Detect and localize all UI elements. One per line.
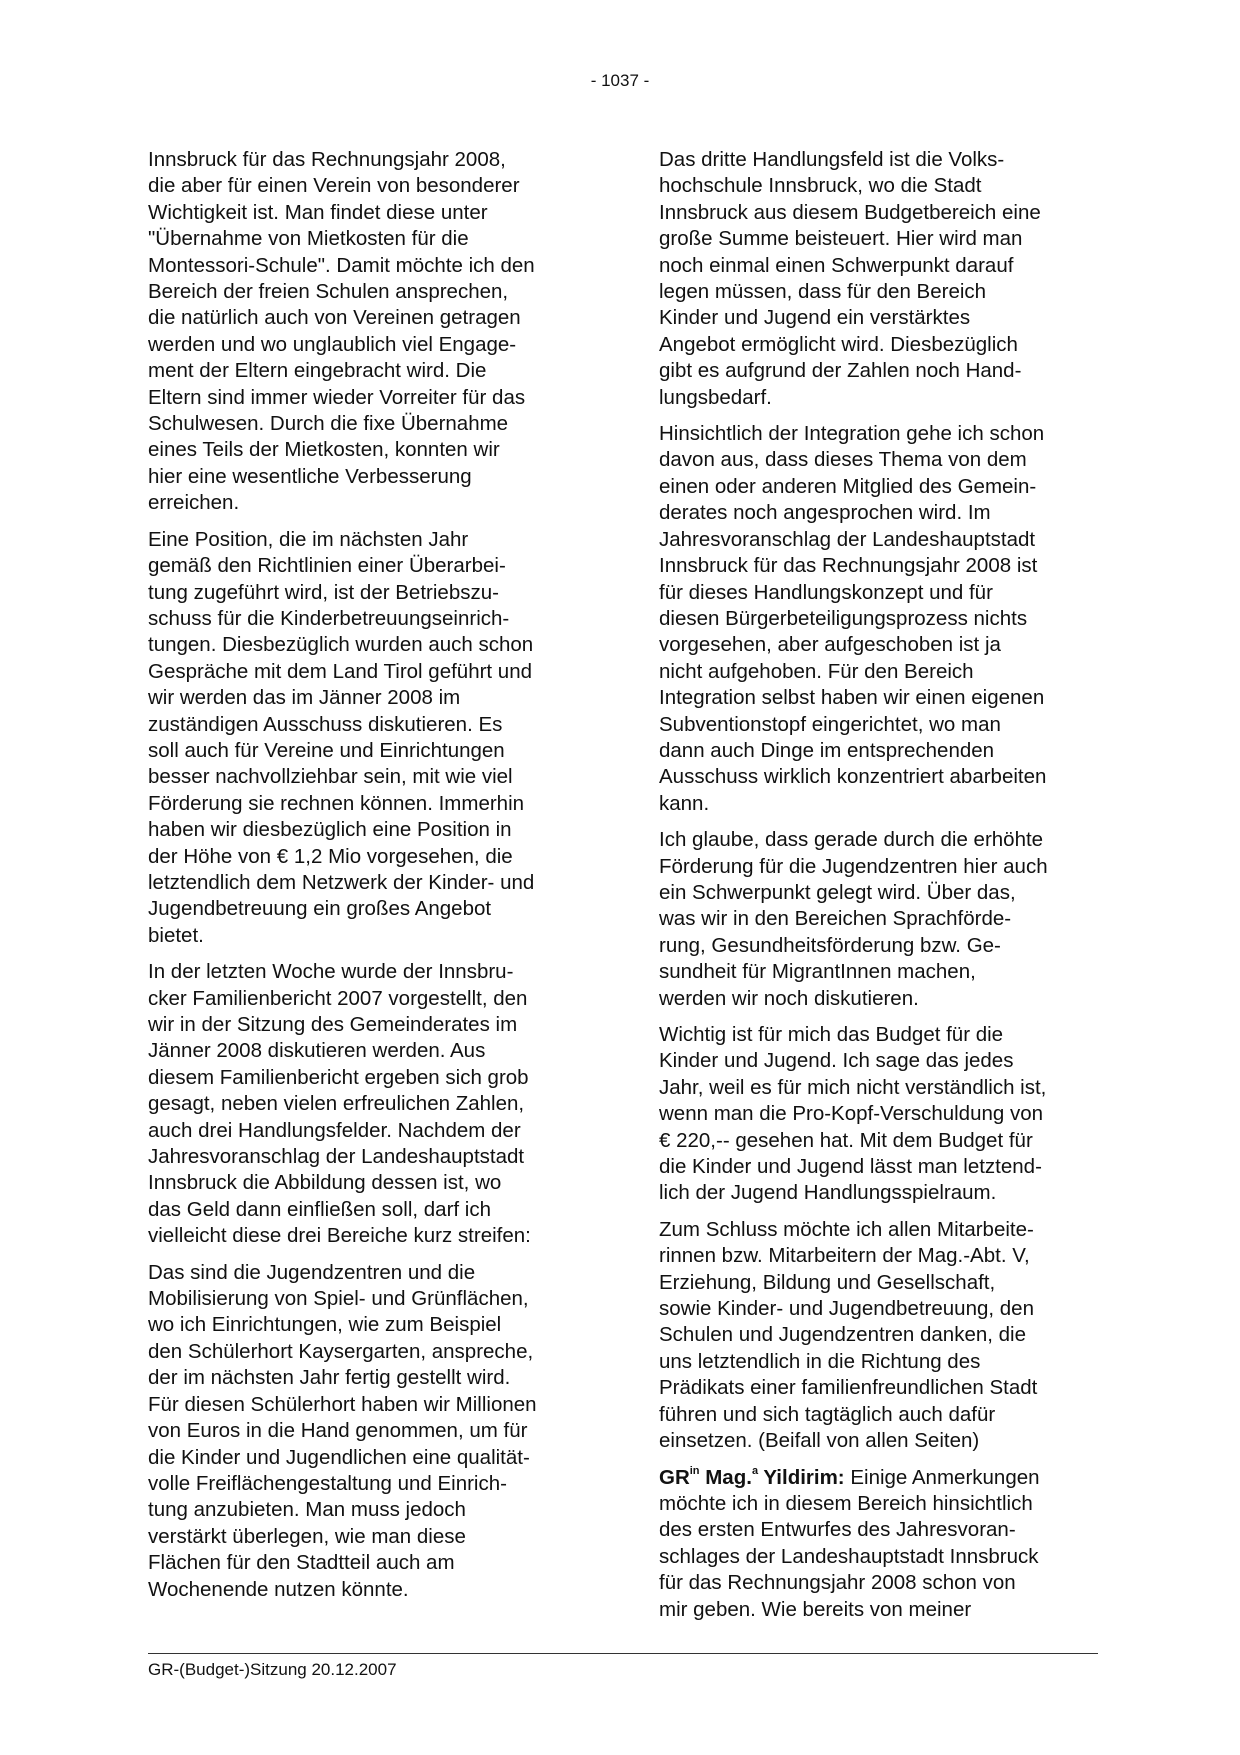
text-line: mir geben. Wie bereits von meiner [659, 1597, 972, 1621]
text-line: der im nächsten Jahr fertig gestellt wird. [148, 1366, 511, 1390]
text-line: schuss für die Kinderbetreuungseinrich- [148, 606, 510, 630]
text-line: Förderung sie rechnen können. Immerhin [148, 791, 525, 815]
text-line: ein Schwerpunkt gelegt wird. Über das, [659, 880, 1016, 904]
text-line: Integration selbst haben wir einen eigenen [659, 686, 1045, 710]
speech-first-text: Einige Anmerkungen [844, 1465, 1040, 1489]
text-line: Wichtig ist für mich das Budget für die [659, 1023, 1004, 1046]
text-line: Wochenende nutzen könnte. [148, 1577, 409, 1601]
text-line: das Geld dann einfließen soll, darf ich [148, 1197, 492, 1221]
text-line: der Höhe von € 1,2 Mio vorgesehen, die [148, 844, 513, 868]
paragraph [148, 1260, 588, 1603]
text-line: von Euros in die Hand genommen, um für [148, 1419, 528, 1443]
paragraph [659, 1217, 1099, 1455]
text-line: Kinder und Jugend. Ich sage das jedes [659, 1049, 1014, 1073]
text-line: Innsbruck aus diesem Budgetbereich eine [659, 200, 1041, 224]
text-line: Eine Position, die im nächsten Jahr [148, 527, 469, 551]
text-line: Zum Schluss möchte ich allen Mitarbeite- [659, 1217, 1034, 1241]
speaker-name: Yildirim: [758, 1465, 845, 1489]
text-line: noch einmal einen Schwerpunkt darauf [659, 253, 1014, 277]
text-line: Prädikats einer familienfreundlichen Stadt [659, 1376, 1038, 1400]
speaker-label [659, 1466, 845, 1489]
text-line: Subventionstopf eingerichtet, wo man [659, 712, 1001, 736]
speaker-mag: Mag. [699, 1465, 752, 1489]
paragraph [148, 147, 588, 517]
text-line: vorgesehen, aber aufgeschoben ist ja [659, 633, 1001, 657]
paragraph [148, 959, 588, 1249]
text-line: verstärkt überlegen, wie man diese [148, 1524, 466, 1548]
speech-first-line [659, 1465, 1099, 1491]
text-line: hier eine wesentliche Verbesserung [148, 464, 472, 488]
left-column [148, 147, 588, 1613]
text-line: Jänner 2008 diskutieren werden. Aus [148, 1039, 486, 1063]
text-line: Innsbruck die Abbildung dessen ist, wo [148, 1171, 502, 1195]
right-column [659, 147, 1099, 1633]
text-line: Förderung für die Jugendzentren hier auch [659, 854, 1048, 878]
text-line: gesagt, neben vielen erfreulichen Zahlen, [148, 1092, 525, 1116]
right-column-paragraphs [659, 147, 1099, 1455]
text-line: dann auch Dinge im entsprechenden [659, 738, 995, 762]
text-line: große Summe beisteuert. Hier wird man [659, 227, 1023, 251]
text-line: des ersten Entwurfes des Jahresvoran- [659, 1518, 1016, 1542]
text-line: Kinder und Jugend ein verstärktes [659, 306, 971, 330]
footer-divider [148, 1653, 1098, 1654]
paragraph [659, 827, 1099, 1012]
paragraph [659, 421, 1099, 817]
paragraph [148, 527, 588, 950]
text-line: tungen. Diesbezüglich wurden auch schon [148, 633, 534, 657]
text-line: lich der Jugend Handlungsspielraum. [659, 1181, 997, 1205]
text-line: führen und sich tagtäglich auch dafür [659, 1402, 996, 1426]
text-line: einen oder anderen Mitglied des Gemein- [659, 474, 1037, 498]
speaker-mag-sup: a [751, 1464, 759, 1477]
text-line: kann. [659, 791, 710, 815]
paragraph [659, 1022, 1099, 1207]
text-line: gibt es aufgrund der Zahlen noch Hand- [659, 359, 1022, 383]
text-line: "Übernahme von Mietkosten für die [148, 227, 469, 251]
text-line: Eltern sind immer wieder Vorreiter für das [148, 385, 526, 409]
text-line: für dieses Handlungskonzept und für [659, 580, 993, 604]
text-line: sundheit für MigrantInnen machen, [659, 960, 976, 984]
text-line: bietet. [148, 923, 204, 947]
text-line: Erziehung, Bildung und Gesellschaft, [659, 1270, 996, 1294]
text-line: zuständigen Ausschuss diskutieren. Es [148, 712, 503, 736]
text-line: Das sind die Jugendzentren und die [148, 1260, 476, 1284]
text-line: hochschule Innsbruck, wo die Stadt [659, 174, 982, 198]
text-line: Bereich der freien Schulen ansprechen, [148, 280, 509, 304]
text-line: wenn man die Pro-Kopf-Verschuldung von [659, 1102, 1044, 1126]
text-line: Ich glaube, dass gerade durch die erhöhte [659, 828, 1044, 852]
speech-paragraph [659, 1465, 1099, 1623]
text-line: Schulen und Jugendzentren danken, die [659, 1323, 1027, 1347]
text-line: Für diesen Schülerhort haben wir Millionen [148, 1392, 537, 1416]
text-line: rinnen bzw. Mitarbeitern der Mag.-Abt. V, [659, 1244, 1030, 1268]
speaker-gr: GR [659, 1465, 690, 1489]
text-line: davon aus, dass dieses Thema von dem [659, 448, 1027, 472]
paragraph [659, 147, 1099, 411]
text-line: Jahresvoranschlag der Landeshauptstadt [659, 527, 1036, 551]
text-line: Wichtigkeit ist. Man findet diese unter [148, 200, 488, 224]
page-number: - 1037 - [590, 71, 650, 90]
text-line: eines Teils der Mietkosten, konnten wir [148, 438, 500, 462]
text-line: den Schülerhort Kaysergarten, anspreche, [148, 1339, 534, 1363]
text-line: Jahr, weil es für mich nicht verständlich ist, [659, 1075, 1047, 1099]
text-line: die natürlich auch von Vereinen getragen [148, 306, 521, 330]
text-line: tung anzubieten. Man muss jedoch [148, 1498, 466, 1522]
text-line: nicht aufgehoben. Für den Bereich [659, 659, 974, 683]
text-line: für das Rechnungsjahr 2008 schon von [659, 1571, 1016, 1595]
text-line: einsetzen. (Beifall von allen Seiten) [659, 1429, 980, 1453]
text-line: derates noch angesprochen wird. Im [659, 501, 991, 525]
text-line: Das dritte Handlungsfeld ist die Volks- [659, 148, 1005, 171]
text-line: die aber für einen Verein von besonderer [148, 174, 520, 198]
text-line: tung zugeführt wird, ist der Betriebszu- [148, 580, 499, 604]
text-line: Innsbruck für das Rechnungsjahr 2008 ist [659, 554, 1038, 578]
text-line: was wir in den Bereichen Sprachförde- [659, 907, 1012, 931]
text-line: legen müssen, dass für den Bereich [659, 280, 987, 304]
text-line: ment der Eltern eingebracht wird. Die [148, 359, 487, 383]
text-line: letztendlich dem Netzwerk der Kinder- und [148, 870, 535, 894]
text-line: lungsbedarf. [659, 385, 772, 409]
text-line: Innsbruck für das Rechnungsjahr 2008, [148, 148, 506, 171]
text-line: besser nachvollziehbar sein, mit wie viel [148, 765, 513, 789]
text-line: volle Freiflächengestaltung und Einrich- [148, 1471, 507, 1495]
text-line: erreichen. [148, 491, 240, 515]
text-line: wo ich Einrichtungen, wie zum Beispiel [148, 1313, 502, 1337]
text-line: € 220,-- gesehen hat. Mit dem Budget für [659, 1128, 1033, 1152]
text-line: sowie Kinder- und Jugendbetreuung, den [659, 1297, 1034, 1321]
text-line: Flächen für den Stadtteil auch am [148, 1551, 455, 1575]
text-line: haben wir diesbezüglich eine Position in [148, 818, 512, 842]
text-line: die Kinder und Jugendlichen eine qualität- [148, 1445, 530, 1469]
text-line: uns letztendlich in die Richtung des [659, 1349, 981, 1373]
text-line: cker Familienbericht 2007 vorgestellt, den [148, 986, 528, 1010]
text-line: Hinsichtlich der Integration gehe ich schon [659, 422, 1045, 446]
text-line: wir in der Sitzung des Gemeinderates im [148, 1013, 518, 1036]
text-line: Ausschuss wirklich konzentriert abarbeiten [659, 765, 1047, 789]
text-line: auch drei Handlungsfelder. Nachdem der [148, 1118, 521, 1142]
text-line: Mobilisierung von Spiel- und Grünflächen, [148, 1287, 529, 1311]
text-line: gemäß den Richtlinien einer Überarbei- [148, 554, 506, 578]
text-line: Schulwesen. Durch die fixe Übernahme [148, 412, 509, 436]
text-line: wir werden das im Jänner 2008 im [148, 686, 461, 710]
text-line: schlages der Landeshauptstadt Innsbruck [659, 1544, 1039, 1568]
text-line: möchte ich in diesem Bereich hinsichtlich [659, 1491, 1033, 1515]
text-line: Jugendbetreuung ein großes Angebot [148, 897, 492, 921]
text-line: werden wir noch diskutieren. [659, 986, 919, 1010]
text-line: Gespräche mit dem Land Tirol geführt und [148, 659, 533, 683]
speaker-gr-sup: in [689, 1464, 700, 1477]
text-line: diesen Bürgerbeteiligungsprozess nichts [659, 606, 1028, 630]
text-line: soll auch für Vereine und Einrichtungen [148, 738, 505, 762]
footer-text: GR-(Budget-)Sitzung 20.12.2007 [148, 1660, 397, 1679]
text-line: diesem Familienbericht ergeben sich grob [148, 1065, 529, 1089]
text-line: Angebot ermöglicht wird. Diesbezüglich [659, 332, 1018, 356]
text-line: die Kinder und Jugend lässt man letztend- [659, 1155, 1042, 1179]
text-line: werden und wo unglaublich viel Engage- [148, 332, 517, 356]
text-line: vielleicht diese drei Bereiche kurz streifen: [148, 1224, 531, 1248]
text-line: Jahresvoranschlag der Landeshauptstadt [148, 1145, 525, 1169]
text-line: Montessori-Schule". Damit möchte ich den [148, 253, 535, 277]
text-line: In der letzten Woche wurde der Innsbru- [148, 960, 514, 984]
text-line: rung, Gesundheitsförderung bzw. Ge- [659, 933, 1001, 957]
